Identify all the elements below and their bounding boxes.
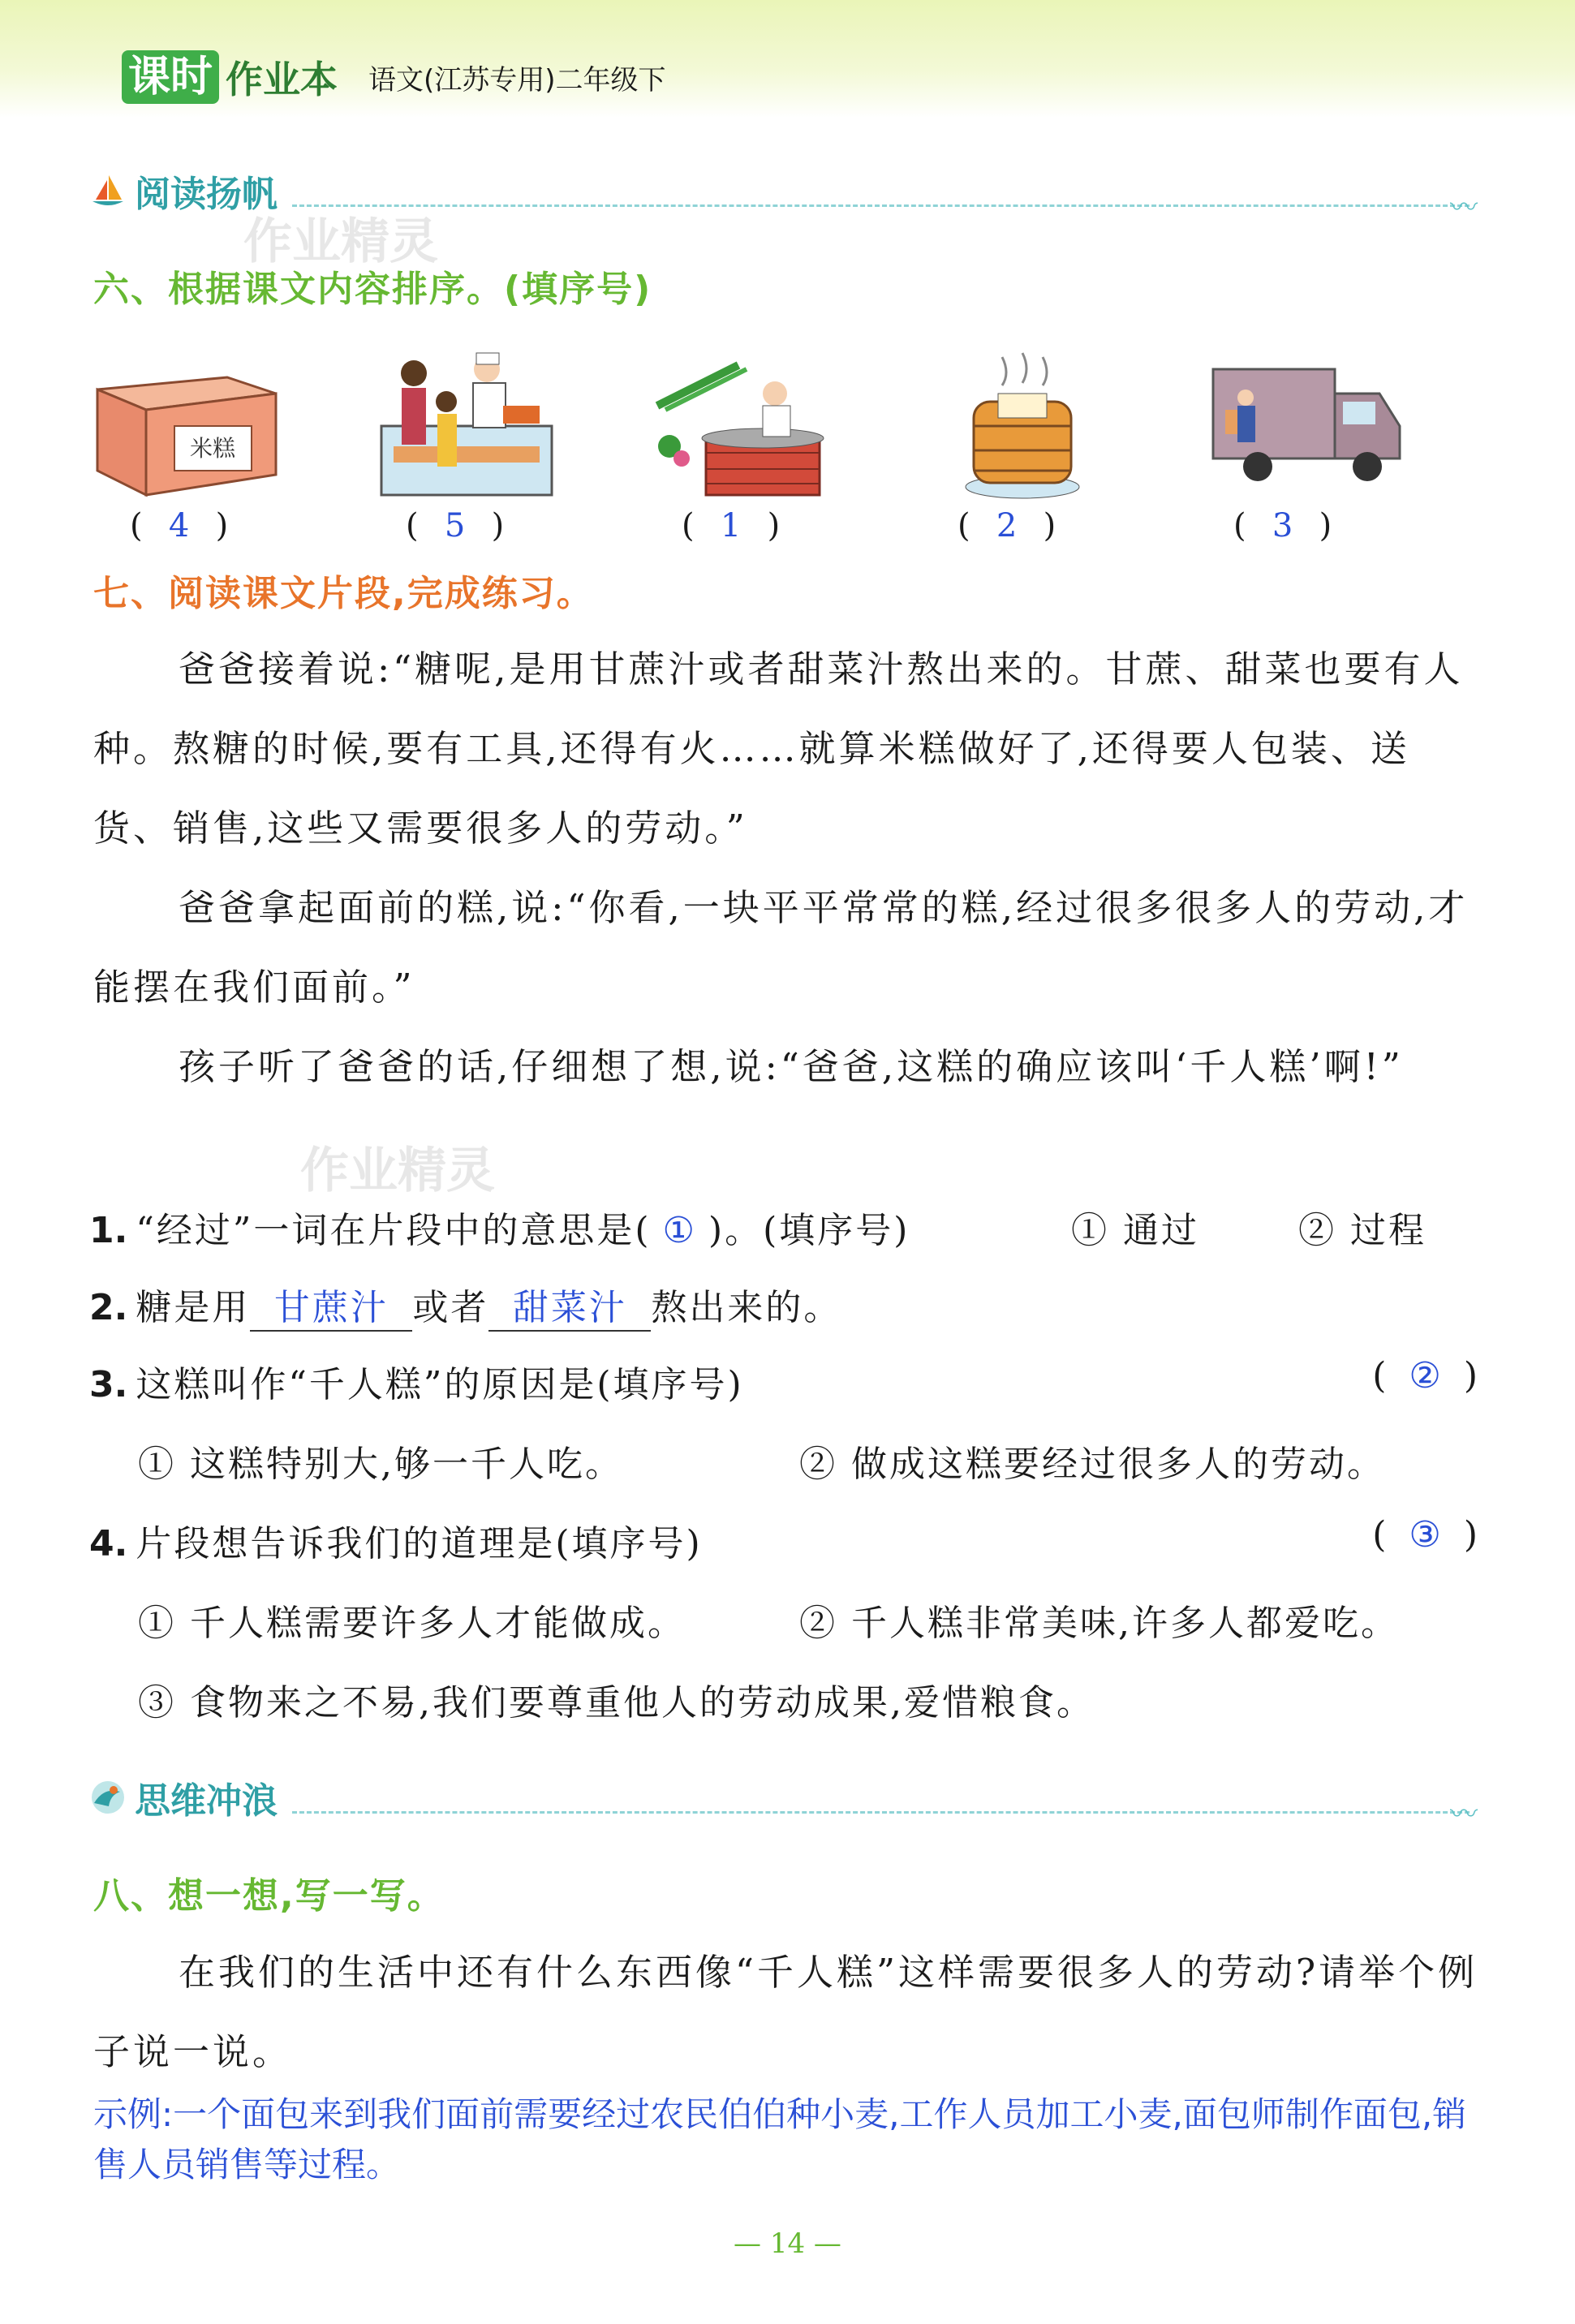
prompt-text: 在我们的生活中还有什么东西像“千人糕”这样需要很多人的劳动?请举个例子说一说。	[93, 1951, 1478, 2073]
order-answer-value: 4	[168, 507, 190, 544]
sugarcane-farmer-icon	[649, 357, 836, 499]
question-8-prompt	[93, 1933, 1489, 2092]
section-divider	[292, 204, 1470, 207]
passage-paragraph: 爸爸接着说:“糖呢,是用甘蔗汁或者甜菜汁熬出来的。甘蔗、甜菜也要有人种。熬糖的时候,要有工具,还得有火……就算米糕做好了,还得要人包装、送货、销售,这些又需要很多人的劳动。”	[93, 648, 1464, 850]
watermark: 作业精灵	[300, 1143, 495, 1199]
subject-label: 语文(江苏专用)二年级下	[368, 63, 666, 97]
section-title: 阅读扬帆	[135, 174, 278, 215]
wave-icon: 〰	[1450, 192, 1478, 224]
sailboat-icon	[89, 172, 127, 209]
passage-paragraph: 孩子听了爸爸的话,仔细想了想,说:“爸爸,这糕的确应该叫‘千人糕’啊!”	[179, 1045, 1404, 1088]
order-answer-3: ( 1 )	[682, 507, 781, 544]
box-label: 米糕	[189, 435, 236, 462]
item-3-option-2: ② 做成这糕要经过很多人的劳动。	[799, 1444, 1385, 1485]
question-6-title: 六、根据课文内容排序。(填序号)	[93, 269, 652, 310]
header-brand	[122, 49, 666, 105]
item-text: 熬出来的。	[651, 1287, 842, 1328]
brand-logo: 课时	[122, 50, 219, 104]
item-4-option-2: ② 千人糕非常美味,许多人都爱吃。	[799, 1603, 1399, 1644]
item-number: 2.	[89, 1287, 128, 1328]
steamed-cake-icon	[962, 349, 1083, 503]
item-1-option-2: ② 过程	[1298, 1210, 1427, 1251]
page-number: — 14 —	[734, 2227, 841, 2260]
item-answer: ③	[1409, 1514, 1441, 1556]
order-answer-5: ( 3 )	[1233, 507, 1332, 544]
section-thinking-header	[89, 1771, 278, 1823]
example-answer: 示例:一个面包来到我们面前需要经过农民伯伯种小麦,工作人员加工小麦,面包师制作面包,销售人员销售等过程。	[93, 2094, 1467, 2184]
item-number: 4.	[89, 1523, 128, 1564]
question-8-title: 八、想一想,写一写。	[93, 1875, 445, 1917]
section-title: 思维冲浪	[135, 1780, 278, 1822]
item-4-answer-box: ( ③ )	[1372, 1514, 1478, 1556]
item-3-option-1: ① 这糕特别大,够一千人吃。	[138, 1444, 623, 1485]
item-text: 这糕叫作“千人糕”的原因是(填序号)	[136, 1364, 744, 1405]
delivery-truck-icon	[1197, 361, 1408, 491]
order-answer-1: ( 4 )	[130, 507, 229, 544]
item-4-option-3: ③ 食物来之不易,我们要尊重他人的劳动成果,爱惜粮食。	[138, 1682, 1095, 1724]
item-answer: ②	[1409, 1355, 1441, 1397]
order-answer-value: 2	[996, 507, 1018, 544]
question-7-item-4	[89, 1514, 703, 1566]
item-number: 3.	[89, 1364, 128, 1405]
question-7-item-3	[89, 1355, 744, 1407]
item-text: 片段想告诉我们的道理是(填序号)	[136, 1523, 703, 1564]
order-answer-value: 3	[1272, 507, 1293, 544]
question-7-item-1	[89, 1201, 910, 1253]
section-divider	[292, 1811, 1470, 1814]
item-text: 或者	[412, 1287, 489, 1328]
question-7-title: 七、阅读课文片段,完成练习。	[93, 573, 594, 614]
item-4-option-1: ① 千人糕需要许多人才能做成。	[138, 1603, 686, 1644]
item-3-answer-box: ( ② )	[1372, 1355, 1478, 1397]
item-answer: ①	[662, 1210, 697, 1251]
reading-passage	[93, 630, 1489, 1107]
order-answer-2: ( 5 )	[406, 507, 505, 544]
fill-blank-answer: 甜菜汁	[488, 1278, 651, 1332]
item-number: 1.	[89, 1210, 128, 1251]
order-answer-4: ( 2 )	[957, 507, 1056, 544]
item-text: )。(填序号)	[708, 1210, 910, 1251]
brand-name: 作业本	[226, 58, 338, 101]
bakery-counter-icon	[377, 349, 556, 503]
item-text: “经过”一词在片段中的意思是(	[136, 1210, 652, 1251]
rice-cake-box-icon	[89, 357, 284, 499]
item-text: 糖是用	[136, 1287, 251, 1328]
watermark: 作业精灵	[243, 213, 438, 270]
surf-icon	[89, 1779, 127, 1816]
fill-blank-answer: 甘蔗汁	[250, 1278, 412, 1332]
order-answer-value: 1	[720, 507, 742, 544]
question-7-item-2	[89, 1278, 841, 1332]
order-answer-value: 5	[444, 507, 466, 544]
passage-paragraph: 爸爸拿起面前的糕,说:“你看,一块平平常常的糕,经过很多很多人的劳动,才能摆在我们面前。”	[93, 886, 1469, 1009]
item-1-option-1: ① 通过	[1071, 1210, 1199, 1251]
wave-icon: 〰	[1450, 1798, 1478, 1831]
